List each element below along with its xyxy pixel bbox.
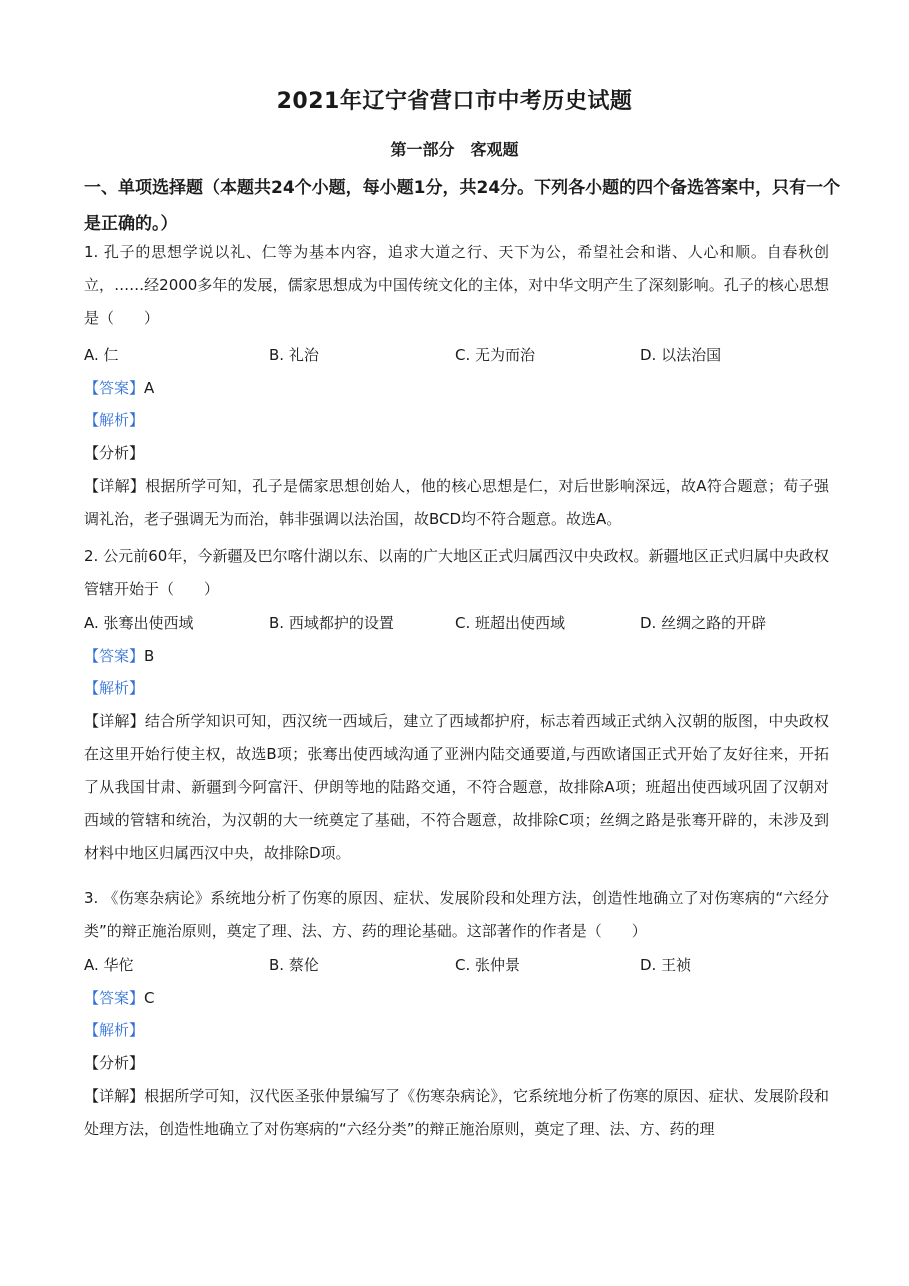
q2-detail: 【详解】结合所学知识可知，西汉统一西域后，建立了西域都护府，标志着西域正式纳入汉朝的版图，中央政权在这里开始行使主权，故选B项；张骞出使西域沟通了亚洲内陆交通要道,与西欧诸国正式开始了友好往来，开拓了从我国甘肃、新疆到今阿富汗、伊朗等地的陆路交通，不符合题意，故排除A项；班超出使西域巩固了汉朝对西域的管辖和统治，为汉朝的大一统奠定了基础，不符合题意，故排除C项；丝绸之路是张骞开辟的，未涉及到材料中地区归属西汉中央，故排除D项。 (84, 712, 829, 862)
q3-analysis-label: 【解析】 (84, 1021, 145, 1039)
q1-option-c: C. 无为而治 (455, 346, 536, 364)
page-title: 2021年辽宁省营口市中考历史试题 (276, 89, 633, 114)
section-heading: 一、单项选择题（本题共24个小题，每小题1分，共24分。下列各小题的四个备选答案中，只有一个是正确的。） (84, 178, 841, 234)
part-heading: 第一部分 客观题 (390, 140, 519, 159)
question-2-options (84, 611, 829, 635)
question-3-stem: 3. 《伤寒杂病论》系统地分析了伤寒的原因、症状、发展阶段和处理方法，创造性地确立了对伤寒病的“六经分类”的辩正施治原则，奠定了理、法、方、药的理论基础。这部著作的作者是（ ） (84, 889, 829, 940)
answer-label: 【答案】 (84, 379, 145, 397)
q2-option-a: A. 张骞出使西域 (84, 614, 194, 632)
q3-option-c: C. 张仲景 (455, 956, 521, 974)
q2-answer (84, 644, 829, 668)
q1-option-b: B. 礼治 (269, 346, 319, 364)
question-1-stem: 1. 孔子的思想学说以礼、仁等为基本内容，追求大道之行、天下为公，希望社会和谐、人心和顺。自春秋创立，……经2000多年的发展，儒家思想成为中国传统文化的主体，对中华文明产生了深刻影响。孔子的核心思想是（ ） (84, 243, 829, 327)
answer-value: A (144, 379, 155, 397)
q2-option-d: D. 丝绸之路的开辟 (640, 614, 767, 632)
q2-option-b: B. 西域都护的设置 (269, 614, 394, 632)
answer-value: C (144, 989, 155, 1007)
q3-option-d: D. 王祯 (640, 956, 692, 974)
answer-label: 【答案】 (84, 989, 145, 1007)
answer-value: B (144, 647, 155, 665)
q3-option-a: A. 华佗 (84, 956, 134, 974)
question-3-options (84, 953, 829, 977)
q1-option-d: D. 以法治国 (640, 346, 722, 364)
answer-label: 【答案】 (84, 647, 145, 665)
q3-fenxi-label: 【分析】 (84, 1054, 145, 1072)
question-2-stem: 2. 公元前60年，今新疆及巴尔喀什湖以东、以南的广大地区正式归属西汉中央政权。新疆地区正式归属中央政权管辖开始于（ ） (84, 547, 829, 598)
q3-answer (84, 986, 829, 1010)
q1-detail: 【详解】根据所学可知，孔子是儒家思想创始人，他的核心思想是仁，对后世影响深远，故A符合题意；荀子强调礼治，老子强调无为而治，韩非强调以法治国，故BCD均不符合题意。故选A。 (84, 477, 829, 528)
q2-analysis-label: 【解析】 (84, 679, 145, 697)
q1-analysis-label: 【解析】 (84, 411, 145, 429)
q3-detail: 【详解】根据所学可知，汉代医圣张仲景编写了《伤寒杂病论》，它系统地分析了伤寒的原因、症状、发展阶段和处理方法，创造性地确立了对伤寒病的“六经分类”的辩正施治原则，奠定了理、法、方、药的理 (84, 1087, 829, 1138)
q2-option-c: C. 班超出使西域 (455, 614, 566, 632)
question-1-options (84, 343, 829, 367)
q1-fenxi-label: 【分析】 (84, 444, 145, 462)
q1-option-a: A. 仁 (84, 346, 119, 364)
q3-option-b: B. 蔡伦 (269, 956, 319, 974)
q1-answer (84, 376, 829, 400)
